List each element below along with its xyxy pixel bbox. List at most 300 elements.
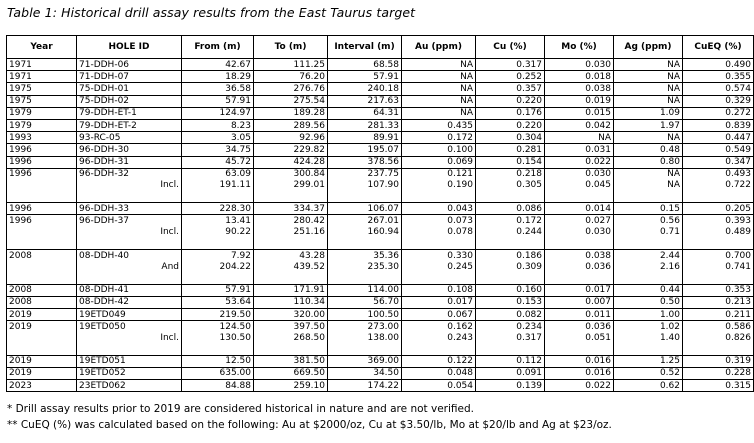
cell-note: Incl. [157,227,182,238]
cell-from: 90.22 [182,227,254,238]
cell-to: 76.20 [254,71,328,83]
cell-hole-id [77,261,157,272]
table-row [7,367,754,379]
cell-ag: 1.25 [614,355,683,367]
cell-cu: 0.086 [476,203,545,215]
cell-cu [476,238,545,250]
cell-cueq [683,344,754,356]
cell-note [157,191,182,203]
cell-from: 124.97 [182,107,254,119]
cell-ag: NA [614,168,683,180]
cell-year: 2008 [7,296,77,308]
cell-from: 3.05 [182,132,254,144]
cell-cueq: 0.549 [683,144,754,156]
cell-ag: NA [614,83,683,95]
cell-mo [545,272,614,284]
cell-interval [328,238,402,250]
cell-mo: 0.007 [545,296,614,308]
cell-interval: 57.91 [328,71,402,83]
table-row [7,321,754,333]
cell-au: 0.048 [402,367,476,379]
cell-mo: 0.030 [545,227,614,238]
cell-cueq: 0.741 [683,261,754,272]
table-row [7,227,754,238]
cell-hole-id: 96-DDH-33 [77,203,157,215]
cell-interval: 174.22 [328,380,402,392]
cell-mo: 0.031 [545,144,614,156]
cell-mo: 0.036 [545,261,614,272]
cell-cu: 0.160 [476,284,545,296]
cell-year: 2019 [7,367,77,379]
cell-from [182,191,254,203]
cell-note [157,355,182,367]
cell-year: 1993 [7,132,77,144]
cell-year [7,332,77,343]
cell-year: 1979 [7,119,77,131]
cell-ag: 0.62 [614,380,683,392]
cell-au: NA [402,59,476,71]
cell-au: 0.043 [402,203,476,215]
cell-note [157,308,182,320]
cell-to: 43.28 [254,250,328,262]
cell-interval: 195.07 [328,144,402,156]
cell-year: 2019 [7,355,77,367]
cell-year: 2019 [7,321,77,333]
header-year: Year [7,36,77,59]
cell-mo: 0.027 [545,215,614,227]
cell-to: 397.50 [254,321,328,333]
cell-cueq: 0.574 [683,83,754,95]
cell-cueq [683,238,754,250]
cell-au: 0.190 [402,180,476,191]
cell-from: 13.41 [182,215,254,227]
cell-to [254,238,328,250]
cell-to: 171.91 [254,284,328,296]
cell-cu [476,191,545,203]
cell-from: 63.09 [182,168,254,180]
cell-cueq: 0.353 [683,284,754,296]
cell-ag: NA [614,59,683,71]
cell-hole-id: 96-DDH-30 [77,144,157,156]
cell-note [157,284,182,296]
table-row [7,119,754,131]
cell-year: 1971 [7,59,77,71]
cell-cueq: 0.489 [683,227,754,238]
cell-mo: 0.042 [545,119,614,131]
cell-cueq: 0.493 [683,168,754,180]
cell-cueq: 0.315 [683,380,754,392]
cell-ag [614,191,683,203]
cell-ag: 0.52 [614,367,683,379]
cell-interval: 235.30 [328,261,402,272]
cell-mo [545,191,614,203]
footnote-cueq: ** CuEQ (%) was calculated based on the following: Au at $2000/oz, Cu at $3.50/lb, Mo at $20/lb and Ag at $23/oz. [7,419,612,431]
cell-note [157,132,182,144]
cell-cueq: 0.347 [683,156,754,168]
header-ag: Ag (ppm) [614,36,683,59]
cell-hole-id: 19ETD049 [77,308,157,320]
cell-ag: 1.00 [614,308,683,320]
cell-ag: 0.71 [614,227,683,238]
table-body [7,59,754,392]
cell-hole-id: 19ETD050 [77,321,157,333]
table-row [7,59,754,71]
cell-note: Incl. [157,180,182,191]
cell-year: 2019 [7,308,77,320]
cell-cu: 0.309 [476,261,545,272]
table-row [7,308,754,320]
cell-mo: 0.016 [545,367,614,379]
cell-to: 424.28 [254,156,328,168]
cell-interval: 106.07 [328,203,402,215]
cell-to: 669.50 [254,367,328,379]
cell-au: 0.069 [402,156,476,168]
cell-hole-id [77,191,157,203]
cell-cu: 0.317 [476,59,545,71]
cell-year [7,261,77,272]
cell-ag: NA [614,95,683,107]
cell-year: 1996 [7,168,77,180]
footnote-historical: * Drill assay results prior to 2019 are considered historical in nature and are not verified. [7,403,474,415]
cell-mo: 0.016 [545,355,614,367]
cell-mo: 0.014 [545,203,614,215]
cell-year: 1975 [7,83,77,95]
header-mo: Mo (%) [545,36,614,59]
cell-to: 381.50 [254,355,328,367]
cell-note [157,59,182,71]
cell-au: NA [402,71,476,83]
cell-to: 259.10 [254,380,328,392]
cell-ag: 0.80 [614,156,683,168]
cell-mo: 0.038 [545,250,614,262]
cell-to [254,191,328,203]
cell-to: 320.00 [254,308,328,320]
cell-cu: 0.220 [476,95,545,107]
cell-interval: 100.50 [328,308,402,320]
cell-hole-id [77,238,157,250]
cell-to: 275.54 [254,95,328,107]
cell-mo: NA [545,132,614,144]
cell-interval: 114.00 [328,284,402,296]
cell-from: 191.11 [182,180,254,191]
table-row [7,215,754,227]
cell-cu: 0.172 [476,215,545,227]
table-row [7,284,754,296]
cell-year: 1996 [7,144,77,156]
cell-from: 124.50 [182,321,254,333]
cell-hole-id: 19ETD052 [77,367,157,379]
cell-hole-id [77,344,157,356]
cell-interval [328,344,402,356]
cell-ag: 0.15 [614,203,683,215]
cell-cu [476,344,545,356]
header-au: Au (ppm) [402,36,476,59]
cell-from: 7.92 [182,250,254,262]
cell-au: 0.435 [402,119,476,131]
cell-au [402,272,476,284]
cell-year [7,227,77,238]
cell-note [157,380,182,392]
cell-from [182,238,254,250]
cell-mo: 0.051 [545,332,614,343]
table-row [7,180,754,191]
cell-mo: 0.017 [545,284,614,296]
cell-cueq: 0.393 [683,215,754,227]
cell-cu: 0.220 [476,119,545,131]
cell-interval: 273.00 [328,321,402,333]
cell-mo: 0.030 [545,168,614,180]
cell-hole-id: 93-RC-05 [77,132,157,144]
cell-hole-id [77,227,157,238]
cell-interval: 68.58 [328,59,402,71]
cell-hole-id: 08-DDH-40 [77,250,157,262]
cell-ag: 0.50 [614,296,683,308]
cell-interval: 237.75 [328,168,402,180]
cell-from: 228.30 [182,203,254,215]
cell-note [157,203,182,215]
cell-year: 1975 [7,95,77,107]
cell-hole-id: 75-DDH-01 [77,83,157,95]
cell-cu: 0.176 [476,107,545,119]
cell-interval: 35.36 [328,250,402,262]
cell-cu [476,272,545,284]
table-row [7,272,754,284]
cell-interval: 107.90 [328,180,402,191]
table-row [7,261,754,272]
table-row [7,107,754,119]
cell-year: 2023 [7,380,77,392]
table-row [7,71,754,83]
header-cueq: CuEQ (%) [683,36,754,59]
cell-ag: 1.40 [614,332,683,343]
cell-from: 204.22 [182,261,254,272]
cell-mo: 0.011 [545,308,614,320]
cell-year: 2008 [7,250,77,262]
cell-cueq: 0.213 [683,296,754,308]
cell-to: 276.76 [254,83,328,95]
cell-cu: 0.234 [476,321,545,333]
table-row [7,332,754,343]
cell-interval [328,272,402,284]
cell-mo: 0.022 [545,380,614,392]
cell-cu: 0.112 [476,355,545,367]
cell-from: 635.00 [182,367,254,379]
cell-ag: 2.44 [614,250,683,262]
cell-cu: 0.252 [476,71,545,83]
cell-cu: 0.082 [476,308,545,320]
cell-to: 334.37 [254,203,328,215]
cell-hole-id: 08-DDH-41 [77,284,157,296]
cell-note [157,144,182,156]
cell-mo: 0.030 [545,59,614,71]
cell-from: 130.50 [182,332,254,343]
cell-hole-id: 79-DDH-ET-2 [77,119,157,131]
cell-to [254,272,328,284]
cell-note [157,238,182,250]
cell-au: NA [402,83,476,95]
table-row [7,238,754,250]
cell-note [157,83,182,95]
cell-year: 1996 [7,203,77,215]
cell-interval: 240.18 [328,83,402,95]
cell-au: 0.245 [402,261,476,272]
cell-interval: 138.00 [328,332,402,343]
cell-au: 0.122 [402,355,476,367]
header-hole-id: HOLE ID [77,36,182,59]
cell-note [157,367,182,379]
cell-cueq: 0.700 [683,250,754,262]
cell-note [157,321,182,333]
cell-ag: 1.97 [614,119,683,131]
cell-cueq: 0.826 [683,332,754,343]
cell-au [402,238,476,250]
cell-mo: 0.022 [545,156,614,168]
cell-to: 111.25 [254,59,328,71]
cell-cu: 0.305 [476,180,545,191]
cell-year [7,180,77,191]
cell-cu: 0.218 [476,168,545,180]
table-row [7,144,754,156]
cell-cueq [683,272,754,284]
cell-to: 439.52 [254,261,328,272]
cell-cueq: 0.228 [683,367,754,379]
header-to: To (m) [254,36,328,59]
cell-note [157,344,182,356]
table-row [7,132,754,144]
cell-ag [614,344,683,356]
cell-au: 0.108 [402,284,476,296]
table-row [7,355,754,367]
cell-hole-id: 75-DDH-02 [77,95,157,107]
cell-cu: 0.154 [476,156,545,168]
cell-interval: 89.91 [328,132,402,144]
cell-cueq: 0.319 [683,355,754,367]
cell-au: NA [402,107,476,119]
table-row [7,203,754,215]
cell-hole-id: 96-DDH-31 [77,156,157,168]
cell-year [7,272,77,284]
cell-cu: 0.139 [476,380,545,392]
cell-from: 84.88 [182,380,254,392]
cell-from: 8.23 [182,119,254,131]
cell-to: 300.84 [254,168,328,180]
cell-hole-id: 08-DDH-42 [77,296,157,308]
header-row [7,36,754,59]
cell-hole-id: 71-DDH-06 [77,59,157,71]
cell-note [157,272,182,284]
cell-au: 0.243 [402,332,476,343]
cell-from: 34.75 [182,144,254,156]
cell-note [157,71,182,83]
cell-interval: 267.01 [328,215,402,227]
cell-interval [328,191,402,203]
cell-interval: 369.00 [328,355,402,367]
cell-ag: 1.09 [614,107,683,119]
cell-year: 1996 [7,156,77,168]
cell-au: 0.121 [402,168,476,180]
cell-from [182,272,254,284]
table-row [7,296,754,308]
cell-au: NA [402,95,476,107]
cell-cu: 0.281 [476,144,545,156]
cell-from: 12.50 [182,355,254,367]
cell-note [157,119,182,131]
cell-from: 45.72 [182,156,254,168]
cell-au: 0.017 [402,296,476,308]
cell-cueq: 0.447 [683,132,754,144]
cell-cueq: 0.839 [683,119,754,131]
cell-cueq: 0.355 [683,71,754,83]
header-from: From (m) [182,36,254,59]
cell-to: 92.96 [254,132,328,144]
cell-au: 0.078 [402,227,476,238]
table-caption: Table 1: Historical drill assay results from the East Taurus target [7,5,416,20]
cell-note [157,107,182,119]
cell-to: 110.34 [254,296,328,308]
cell-mo: 0.019 [545,95,614,107]
cell-interval: 217.63 [328,95,402,107]
cell-au: 0.100 [402,144,476,156]
cell-cu: 0.244 [476,227,545,238]
cell-year: 2008 [7,284,77,296]
cell-au: 0.067 [402,308,476,320]
cell-year: 1979 [7,107,77,119]
cell-ag: NA [614,132,683,144]
cell-year [7,344,77,356]
header-interval: Interval (m) [328,36,402,59]
cell-hole-id: 96-DDH-37 [77,215,157,227]
cell-note: And [157,261,182,272]
cell-ag: 2.16 [614,261,683,272]
cell-ag: NA [614,71,683,83]
cell-ag: 0.44 [614,284,683,296]
cell-cu: 0.186 [476,250,545,262]
cell-ag: 0.56 [614,215,683,227]
cell-hole-id: 71-DDH-07 [77,71,157,83]
header-cu: Cu (%) [476,36,545,59]
cell-ag: 0.48 [614,144,683,156]
cell-to [254,344,328,356]
cell-mo [545,344,614,356]
cell-ag: NA [614,180,683,191]
cell-year [7,238,77,250]
cell-from: 36.58 [182,83,254,95]
cell-from: 18.29 [182,71,254,83]
cell-au: 0.054 [402,380,476,392]
table-row [7,156,754,168]
table-row [7,380,754,392]
cell-ag [614,272,683,284]
cell-hole-id: 96-DDH-32 [77,168,157,180]
cell-mo [545,238,614,250]
cell-from: 219.50 [182,308,254,320]
cell-ag: 1.02 [614,321,683,333]
cell-cueq: 0.205 [683,203,754,215]
cell-ag [614,238,683,250]
cell-to: 251.16 [254,227,328,238]
cell-au: 0.162 [402,321,476,333]
cell-hole-id [77,180,157,191]
cell-to: 280.42 [254,215,328,227]
table-row [7,191,754,203]
cell-year: 1971 [7,71,77,83]
cell-to: 289.56 [254,119,328,131]
cell-au [402,344,476,356]
cell-au: 0.172 [402,132,476,144]
cell-to: 189.28 [254,107,328,119]
cell-mo: 0.018 [545,71,614,83]
cell-from: 53.64 [182,296,254,308]
